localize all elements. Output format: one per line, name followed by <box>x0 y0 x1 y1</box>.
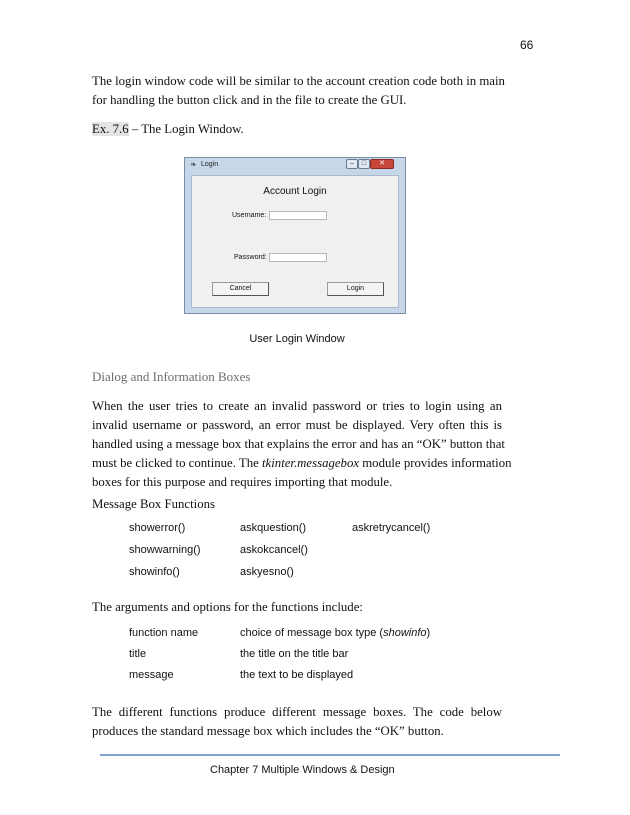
body-line-end: module provides information <box>359 456 512 470</box>
intro-line: The login window code will be similar to the account creation code both in main <box>92 74 505 88</box>
arg-desc: the title on the title bar <box>240 648 349 660</box>
body-line: When the user tries to create an invalid password or tries to login using an <box>92 399 502 413</box>
login-window-figure <box>184 157 406 314</box>
login-button: Login <box>327 282 384 296</box>
body-line-start: must be clicked to continue. The <box>92 456 262 470</box>
intro-paragraph <box>92 72 505 110</box>
arg-desc <box>240 627 430 639</box>
page-number: 66 <box>520 38 534 52</box>
message-box-heading: Message Box Functions <box>92 497 215 511</box>
section-heading: Dialog and Information Boxes <box>92 369 251 384</box>
minimize-icon: – <box>346 159 358 169</box>
example-title: – The Login Window. <box>128 122 244 136</box>
intro-line: for handling the button click and in the file to create the GUI. <box>92 93 407 107</box>
feather-icon: ❧ <box>190 160 197 169</box>
close-icon: ✕ <box>370 159 394 169</box>
example-label <box>92 122 244 137</box>
username-label: Username: <box>232 212 267 219</box>
footer-chapter: Chapter 7 Multiple Windows & Design <box>210 764 395 776</box>
function-name: showerror() <box>129 522 186 534</box>
body-line: boxes for this purpose and requires importing that module. <box>92 475 393 489</box>
function-name: showinfo() <box>129 566 180 578</box>
function-name: showwarning() <box>129 544 201 556</box>
body-line: handled using a message box that explains the error and has an “OK” button that <box>92 437 505 451</box>
password-input <box>269 253 327 262</box>
args-intro: The arguments and options for the functions include: <box>92 600 363 614</box>
closing-line: produces the standard message box which includes the “OK” button. <box>92 724 444 738</box>
closing-line: The different functions produce different message boxes. The code below <box>92 705 502 719</box>
window-titlebar <box>185 158 405 173</box>
password-label: Password: <box>234 254 267 261</box>
function-name: askquestion() <box>240 522 307 534</box>
closing-paragraph <box>92 703 502 741</box>
body-line: invalid username or password, an error must be displayed. Very often this is <box>92 418 502 432</box>
arg-name: message <box>129 669 174 681</box>
username-input <box>269 211 327 220</box>
account-login-heading: Account Login <box>263 186 327 197</box>
maximize-icon: □ <box>358 159 370 169</box>
body-line <box>92 454 512 473</box>
body-paragraph <box>92 397 512 492</box>
arg-name: title <box>129 648 147 660</box>
arg-name: function name <box>129 627 199 639</box>
example-ref: Ex. 7.6 <box>92 122 129 136</box>
footer-divider <box>100 754 560 756</box>
window-client-area <box>191 175 399 308</box>
window-title: Login <box>201 161 219 168</box>
arg-desc-end: ) <box>426 627 431 639</box>
figure-caption: User Login Window <box>249 333 345 345</box>
arg-desc-italic: showinfo <box>383 627 427 639</box>
function-name: askyesno() <box>240 566 294 578</box>
arg-desc-text: choice of message box type ( <box>240 627 384 639</box>
function-name: askokcancel() <box>240 544 308 556</box>
function-name: askretrycancel() <box>352 522 431 534</box>
module-name: tkinter.messagebox <box>262 456 360 470</box>
cancel-button: Cancel <box>212 282 269 296</box>
arg-desc: the text to be displayed <box>240 669 354 681</box>
